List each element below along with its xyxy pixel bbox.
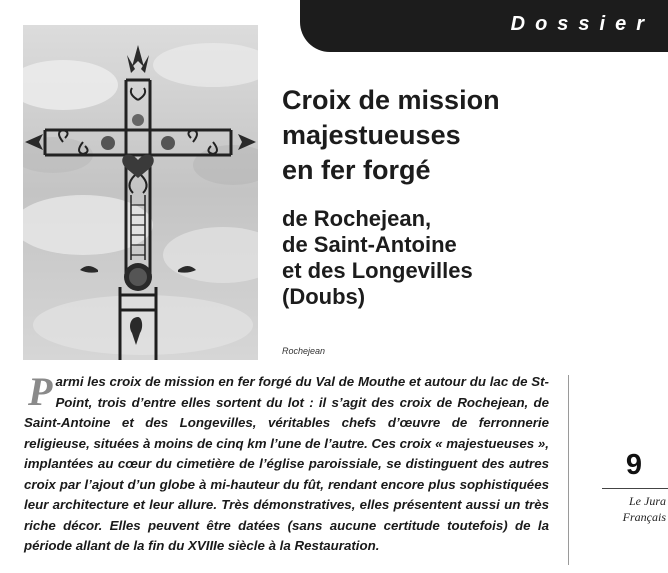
subtitle-line: et des Longevilles — [282, 258, 473, 283]
article-subtitle — [282, 206, 473, 310]
cross-illustration — [23, 25, 258, 360]
section-banner — [300, 0, 668, 52]
photo-caption: Rochejean — [282, 346, 326, 356]
journal-line: Le Jura — [629, 494, 666, 508]
cross-photo — [23, 25, 258, 360]
title-line: en fer forgé — [282, 155, 431, 185]
journal-name — [600, 493, 666, 525]
subtitle-line: de Rochejean, — [282, 206, 432, 231]
drop-cap: P — [28, 369, 53, 414]
section-label: Dossier — [510, 13, 654, 35]
column-divider — [568, 375, 569, 565]
page-number: 9 — [625, 449, 643, 481]
title-line: Croix de mission — [282, 85, 500, 115]
page-number-rule — [602, 488, 668, 489]
lead-paragraph — [24, 369, 549, 557]
title-line: majestueuses — [282, 120, 461, 150]
journal-line: Français — [622, 510, 666, 524]
subtitle-line: (Doubs) — [282, 284, 366, 309]
subtitle-line: de Saint-Antoine — [282, 232, 457, 257]
article-title — [282, 83, 500, 188]
lead-text: armi les croix de mission en fer forgé du Val de Mouthe et autour du lac de St-Point, trois d’entre elles sortent du lot : il s’agit des croix de Rochejean, de Saint-Antoine et des Longevilles, véritables chefs d’œuvre de ferronnerie religieuse, situées à moins de cinq km l’une de l’autre. Ces croix « majestueuses », implantées au cœur du cimetière de l’église paroissiale, se distinguent des autres croix par l’ajout d’un globe à mi-hauteur du fût, rendant encore plus sophistiquées leur architecture et leur allure. Très démonstratives, elles présentent aussi un très riche décor. Elles peuvent être datées (sans aucune certitude toutefois) de la période allant de la fin du XVIIIe siècle à la Restauration. — [24, 374, 549, 553]
